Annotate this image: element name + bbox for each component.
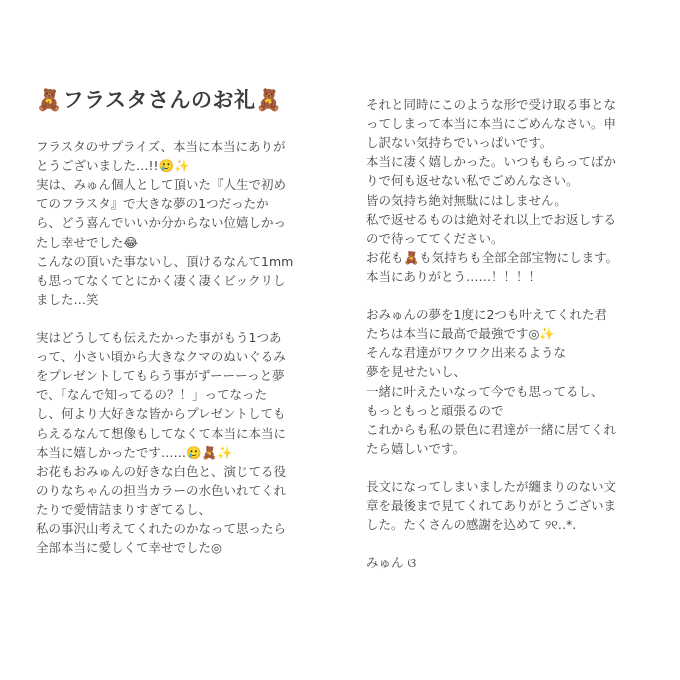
text-line: し、何より大好きな皆からプレゼントしても — [36, 406, 286, 422]
text-line: 章を最後まで見てくれてありがとうございま — [366, 498, 617, 514]
text-line: 本当に凄く嬉しかった。いつももらってばか — [366, 154, 617, 170]
text-line: たら嬉しいです。 — [366, 440, 466, 456]
text-line: 皆の気持ち絶対無駄にはしません。 — [366, 192, 567, 208]
text-line: 本当に嬉しかったです……🥲🧸✨ — [36, 444, 233, 460]
text-line: した。たくさんの感謝を込めて ୨୧‥*. — [366, 517, 577, 533]
text-line: こんなの頂いた事ないし、頂けるなんて1mm — [36, 253, 294, 269]
text-line: お花もおみゅんの好きな白色と、演じてる役 — [36, 463, 287, 479]
text-line: りで何も返せない私でごめんなさい。 — [366, 173, 579, 189]
text-line: し訳ない気持ちでいっぱいです。 — [366, 135, 553, 151]
text-line: 夢を見せたいし、 — [366, 364, 467, 380]
text-line: お花も🧸も気持ちも全部全部宝物にします。 — [366, 249, 619, 265]
text-line: たちは本当に最高で最強です◎✨ — [366, 326, 555, 342]
text-line: 私の事沢山考えてくれたのかなって思ったら — [36, 521, 287, 536]
text-line: これからも私の景色に君達が一緒に居てくれ — [366, 421, 617, 437]
text-line: 長文になってしまいましたが纏まりのない文 — [366, 479, 617, 494]
text-line: ので待っててください。 — [366, 230, 504, 246]
text-line: 私で返せるものは絶対それ以上でお返しする — [366, 211, 617, 227]
text-line: で、「なんで知ってるの？！」ってなった — [36, 387, 268, 403]
text-line: とうございました…!!🥲✨ — [36, 158, 190, 174]
text-line: 全部本当に愛しくて幸せでした◎ — [36, 540, 222, 556]
text-line: ってしまって本当に本当にごめんなさい。申 — [366, 116, 617, 132]
text-line: それと同時にこのような形で受け取る事とな — [366, 97, 617, 112]
text-line: って、小さい頃から大きなクマのぬいぐるみ — [36, 349, 286, 365]
text-line: 一緒に叶えたいなって今でも思ってるし、 — [366, 383, 604, 399]
text-line: 実は、みゅん個人として頂いた『人生で初め — [36, 177, 287, 193]
text-line: 本当にありがとう……！！！！ — [366, 268, 542, 284]
text-line: のりなちゃんの担当カラーの水色いれてくれ — [36, 482, 287, 498]
text-line: らえるなんて想像もしてなくて本当に本当に — [36, 425, 287, 441]
text-line: ら、どう喜んでいいか分からない位嬉しかっ — [36, 215, 287, 231]
text-line: フラスタのサプライズ、本当に本当にありが — [36, 139, 286, 154]
text-line: ました…笑 — [36, 291, 99, 307]
text-line: をプレゼントしてもらう事がずーーーっと夢 — [36, 368, 285, 384]
text-line: そんな君達がワクワク出来るような — [366, 345, 567, 361]
text-line: たし幸せでした😂 — [36, 234, 139, 250]
text-line: みゅん ଓ — [366, 555, 417, 571]
text-line: 実はどうしても伝えたかった事がもう1つあ — [36, 330, 282, 345]
text-line: も思ってなくてとにかく凄く凄くビックリし — [36, 272, 286, 288]
text-line: おみゅんの夢を1度に2つも叶えてくれた君 — [366, 307, 607, 323]
text-line: てのフラスタ』で大きな夢の1つだったか — [36, 196, 269, 212]
page-title: 🧸フラスタさんのお礼🧸 — [36, 88, 283, 112]
text-line: たりで愛情詰まりすぎてるし、 — [36, 501, 212, 517]
text-line: もっともっと頑張るので — [366, 402, 504, 418]
